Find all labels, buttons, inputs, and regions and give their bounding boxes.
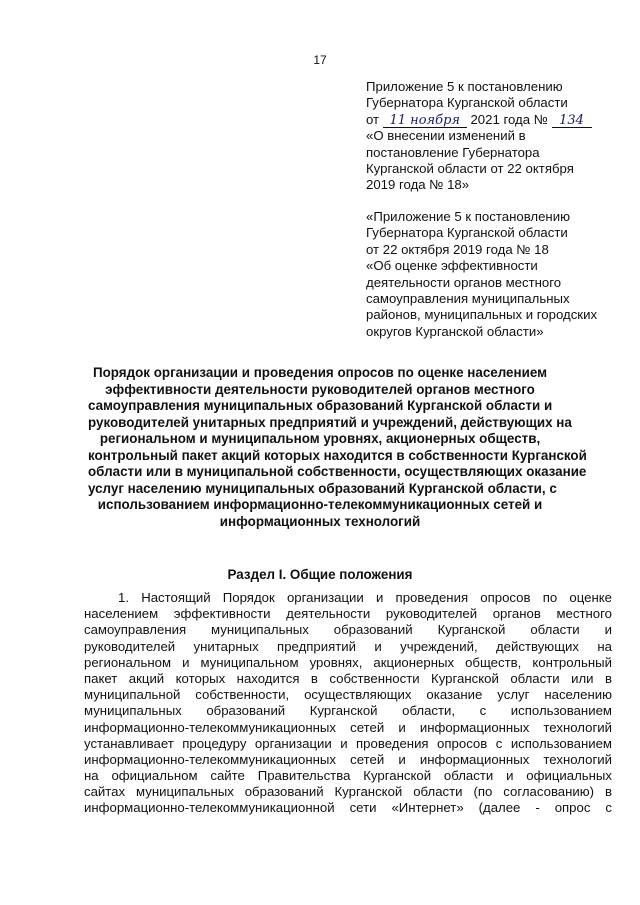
appendix-original-line: от 22 октября 2019 года № 18 — [366, 241, 549, 257]
title-line: контрольный пакет акций которых находится в собственности Курганской — [88, 447, 587, 463]
handwritten-date: 11 ноября — [383, 114, 467, 128]
paragraph-line: устанавливает процедуру организации и проведения опросов с использованием — [84, 735, 612, 751]
title-line: руководителей унитарных предприятий и учреждений, действующих на — [88, 414, 572, 430]
appendix-original-line: самоуправления муниципальных — [366, 291, 570, 307]
paragraph-line: информационно-телекоммуникационных сетей и информационных технологий — [84, 751, 612, 767]
title-line: самоуправления муниципальных образований Курганской области и — [88, 398, 553, 413]
appendix-current-line: Приложение 5 к постановлению — [366, 79, 563, 94]
paragraph-line: муниципальной собственности, осуществляющих оказание услуг населению — [84, 687, 612, 703]
document-title — [88, 365, 587, 530]
paragraph-line: руководителей унитарных предприятий и учреждений, действующих на — [84, 638, 612, 654]
paragraph-line: информационно-телекоммуникационных сетей и информационных технологий — [84, 719, 612, 735]
appendix-current-line: Курганской области от 22 октября — [366, 161, 574, 177]
title-line: использованием информационно-телекоммуникационных сетей и — [97, 497, 543, 512]
appendix-current-line: Губернатора Курганской области — [366, 95, 568, 111]
handwritten-number: 134 — [552, 114, 592, 128]
section-title: Раздел I. Общие положения — [227, 567, 413, 582]
appendix-date-line — [366, 112, 616, 128]
appendix-current-line: постановление Губернатора — [366, 144, 540, 160]
appendix-current-block — [366, 79, 616, 194]
appendix-current-line: 2019 года № 18» — [366, 177, 470, 193]
paragraph-line: региональном и муниципальном уровнях, акционерных обществ, контрольный — [84, 654, 612, 670]
paragraph-line: информационно-телекоммуникационной сети «Интернет» (далее - опрос с — [84, 800, 612, 816]
appendix-original-line: районов, муниципальных и городских — [366, 307, 598, 323]
paragraph-line: пакет акций которых находится в собственности Курганской области или в — [84, 670, 612, 686]
title-line: информационных технологий — [219, 513, 421, 529]
title-line: Порядок организации и проведения опросов по оценке населением — [92, 365, 547, 380]
appendix-current-line: «О внесении изменений в — [366, 128, 526, 144]
title-line: области или в муниципальной собственности, осуществляющих оказание — [88, 464, 587, 479]
paragraph-1 — [84, 590, 612, 817]
paragraph-line: на официальном сайте Правительства Курганской области и официальных — [84, 768, 612, 784]
title-line: услуг населению муниципальных образований Курганской области, с — [88, 480, 557, 496]
paragraph-line: самоуправления муниципальных образований Курганской области и — [84, 622, 612, 638]
paragraph-line: населением эффективности деятельности руководителей органов местного — [84, 606, 612, 622]
appendix-original-line: «Об оценке эффективности — [366, 258, 538, 274]
appendix-original-block — [366, 209, 616, 340]
date-prefix: от — [366, 111, 380, 127]
title-line: эффективности деятельности руководителей органов местного — [105, 381, 535, 397]
paragraph-line: сайтах муниципальных образований Курганской области (по согласованию) в — [84, 784, 612, 800]
paragraph-line: 1. Настоящий Порядок организации и проведения опросов по оценке — [118, 590, 612, 605]
appendix-original-line: Губернатора Курганской области — [366, 225, 568, 241]
appendix-original-line: деятельности органов местного — [366, 274, 562, 290]
year-text: 2021 года № — [470, 111, 548, 127]
appendix-original-line: «Приложение 5 к постановлению — [366, 209, 570, 224]
title-line: региональном и муниципальном уровнях, акционерных обществ, — [99, 431, 541, 446]
appendix-original-line: округов Курганской области» — [366, 323, 544, 339]
page-number: 17 — [313, 53, 327, 67]
paragraph-line: муниципальных образований Курганской области, с использованием — [84, 703, 612, 719]
